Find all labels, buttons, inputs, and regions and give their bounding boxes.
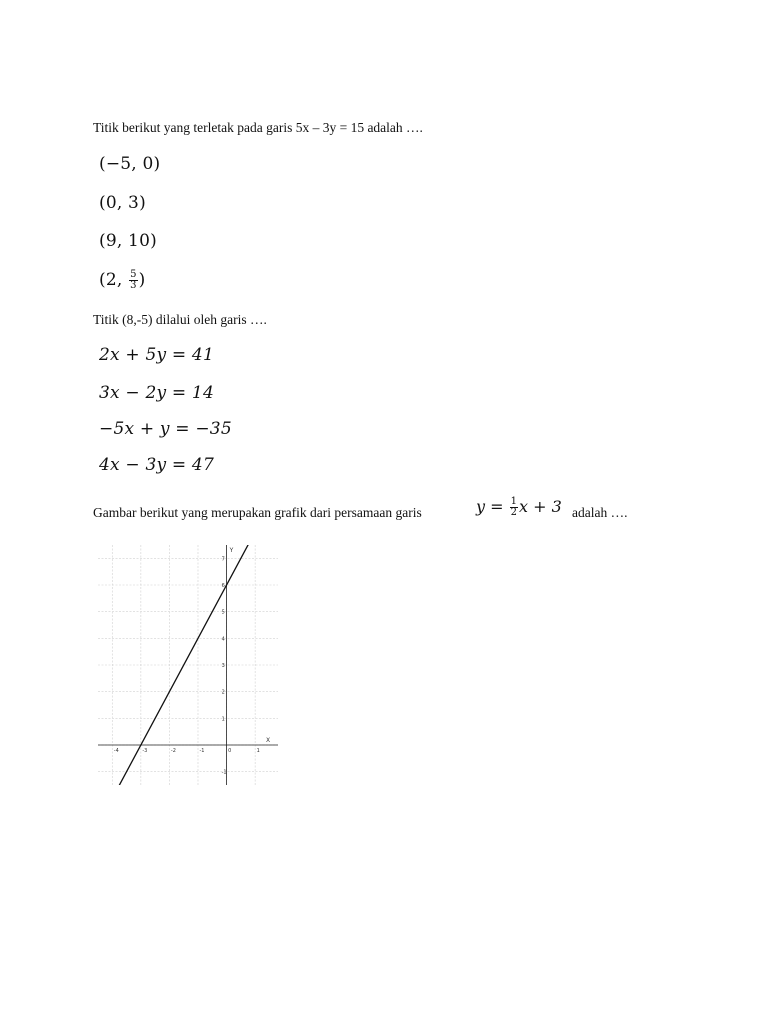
y-tick-label: -1 (221, 769, 227, 776)
y-tick-label: 3 (221, 663, 225, 669)
y-tick-label: 6 (221, 583, 225, 589)
q1-option-4 (99, 270, 145, 291)
y-tick-label: 5 (221, 609, 225, 616)
question-3-suffix: adalah …. (572, 505, 628, 520)
equation-fraction (510, 497, 518, 518)
plotted-line (98, 545, 278, 785)
y-tick-label: 2 (221, 689, 225, 696)
fraction-numerator: 1 (510, 496, 517, 507)
fraction-denominator: 3 (130, 280, 137, 291)
x-tick-label: -1 (199, 748, 205, 754)
x-tick-label: -2 (170, 748, 176, 754)
y-tick-label: 1 (221, 716, 225, 723)
q1-option-3: (9, 10) (99, 231, 157, 251)
y-tick-label: 4 (221, 636, 225, 643)
graph-tick-labels (114, 547, 270, 776)
graph-grid (98, 545, 278, 785)
q1-option-4-fraction (129, 270, 138, 291)
x-tick-label: -4 (113, 748, 119, 754)
q1-option-1: (−5, 0) (99, 154, 161, 174)
x-axis-label: X (266, 737, 271, 744)
x-tick-label: 0 (228, 748, 232, 754)
question-1-text: Titik berikut yang terletak pada garis 5x – 3y = 15 adalah …. (93, 120, 423, 135)
question-3-prefix: Gambar berikut yang merupakan grafik dari persamaan garis (93, 505, 422, 520)
fraction-numerator: 5 (130, 269, 137, 280)
fraction-denominator: 2 (510, 507, 517, 518)
q2-option-2: 3x − 2y = 14 (99, 383, 214, 403)
q1-option-4-suffix: ) (138, 270, 146, 290)
x-tick-label: 1 (256, 748, 260, 754)
equation-prefix: y = (476, 497, 509, 516)
y-axis-label: Y (229, 547, 234, 554)
x-tick-label: -3 (142, 748, 148, 754)
q2-option-4: 4x − 3y = 47 (99, 455, 214, 475)
q2-option-3: −5x + y = −35 (99, 419, 232, 439)
line-graph (98, 545, 278, 785)
y-tick-label: 7 (221, 556, 225, 563)
q1-option-2: (0, 3) (99, 193, 146, 213)
question-3-equation (476, 497, 562, 518)
graph-axes (98, 545, 278, 785)
q1-option-4-prefix: (2, (99, 270, 129, 290)
question-2-text: Titik (8,-5) dilalui oleh garis …. (93, 312, 267, 327)
q2-option-1: 2x + 5y = 41 (99, 345, 214, 365)
equation-suffix: x + 3 (519, 497, 562, 516)
